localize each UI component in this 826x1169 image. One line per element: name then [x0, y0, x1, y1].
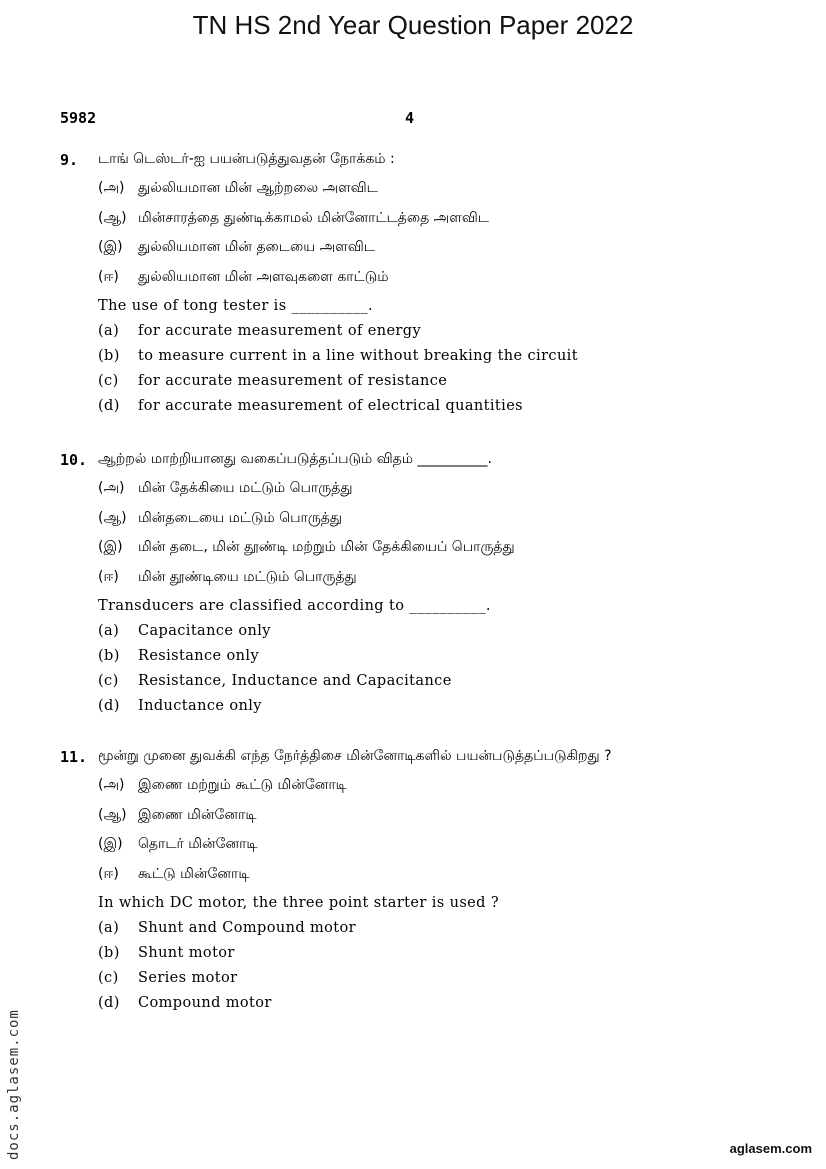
option-label: (இ)	[98, 239, 123, 255]
option-text: Shunt motor	[138, 945, 235, 961]
option-label: (c)	[98, 673, 119, 689]
option-text: Shunt and Compound motor	[138, 920, 356, 936]
english-question-stem: The use of tong tester is __________.	[98, 298, 374, 314]
option-label: (ஈ)	[98, 568, 119, 585]
option-text: இணை மற்றும் கூட்டு மின்னோடி	[138, 777, 347, 793]
option-label: (அ)	[98, 480, 125, 496]
option-text: Resistance, Inductance and Capacitance	[138, 673, 452, 689]
tamil-option	[60, 210, 800, 240]
option-text: மின் தடை, மின் தூண்டி மற்றும் மின் தேக்கியைப் பொருத்து	[138, 539, 515, 555]
option-text: இணை மின்னோடி	[138, 806, 257, 823]
question-11	[60, 748, 800, 1020]
question-10	[60, 451, 800, 723]
option-label: (ஆ)	[98, 509, 127, 526]
tamil-option	[60, 180, 800, 210]
tamil-option	[60, 866, 800, 896]
tamil-question-stem: மூன்று முனை துவக்கி எந்த நேர்த்திசை மின்னோடிகளில் பயன்படுத்தப்படுகிறது ?	[98, 748, 612, 764]
option-label: (b)	[98, 945, 120, 961]
english-option	[60, 945, 800, 970]
english-option	[60, 348, 800, 373]
option-label: (அ)	[98, 180, 125, 196]
option-label: (d)	[98, 995, 120, 1011]
english-option	[60, 995, 800, 1020]
question-number: 9.	[60, 151, 79, 169]
paper-code: 5982	[60, 109, 97, 127]
option-text: for accurate measurement of energy	[138, 323, 422, 339]
tamil-option	[60, 539, 800, 569]
option-text: for accurate measurement of resistance	[138, 373, 448, 389]
option-label: (ஆ)	[98, 806, 127, 823]
option-text: துல்லியமான மின் ஆற்றலை அளவிட	[138, 180, 378, 196]
page-number: 4	[405, 109, 415, 127]
option-text: to measure current in a line without breaking the circuit	[138, 348, 578, 364]
tamil-option	[60, 510, 800, 540]
option-label: (b)	[98, 648, 120, 664]
option-label: (b)	[98, 348, 120, 364]
question-number: 11.	[60, 748, 88, 766]
option-label: (a)	[98, 623, 120, 639]
option-label: (c)	[98, 373, 119, 389]
option-label: (a)	[98, 323, 120, 339]
option-text: கூட்டு மின்னோடி	[138, 865, 250, 882]
english-option	[60, 623, 800, 648]
tamil-option	[60, 269, 800, 299]
question-9	[60, 151, 800, 423]
option-label: (d)	[98, 698, 120, 714]
tamil-option	[60, 569, 800, 599]
tamil-question-stem: டாங் டெஸ்டர்-ஐ பயன்படுத்துவதன் நோக்கம் :	[98, 151, 395, 167]
option-text: Compound motor	[138, 995, 272, 1011]
english-option	[60, 648, 800, 673]
english-option	[60, 698, 800, 723]
tamil-option	[60, 807, 800, 837]
english-option	[60, 920, 800, 945]
option-label: (அ)	[98, 777, 125, 793]
question-number: 10.	[60, 451, 88, 469]
option-text: மின்சாரத்தை துண்டிக்காமல் மின்னோட்டத்தை அளவிட	[138, 209, 489, 226]
option-text: for accurate measurement of electrical quantities	[138, 398, 524, 414]
option-label: (ஈ)	[98, 268, 119, 285]
option-text: மின் தேக்கியை மட்டும் பொருத்து	[138, 480, 353, 496]
english-option	[60, 673, 800, 698]
tamil-option	[60, 239, 800, 269]
option-label: (d)	[98, 398, 120, 414]
english-option	[60, 398, 800, 423]
option-text: Inductance only	[138, 698, 262, 714]
option-text: Capacitance only	[138, 623, 271, 639]
option-label: (c)	[98, 970, 119, 986]
footer-site-link[interactable]: aglasem.com	[729, 1141, 812, 1156]
english-option	[60, 970, 800, 995]
option-text: மின்தடையை மட்டும் பொருத்து	[138, 509, 343, 526]
option-text: Series motor	[138, 970, 238, 986]
tamil-option	[60, 836, 800, 866]
english-question-stem: In which DC motor, the three point starter is used ?	[98, 895, 500, 911]
option-label: (ஈ)	[98, 865, 119, 882]
option-text: மின் தூண்டியை மட்டும் பொருத்து	[138, 568, 357, 585]
english-question-stem: Transducers are classified according to __________.	[98, 598, 491, 614]
page-banner-title: TN HS 2nd Year Question Paper 2022	[192, 10, 634, 40]
option-label: (a)	[98, 920, 120, 936]
side-watermark: docs.aglasem.com	[6, 1009, 22, 1160]
tamil-question-stem: ஆற்றல் மாற்றியானது வகைப்படுத்தப்படும் விதம் __________.	[98, 451, 492, 467]
english-option	[60, 373, 800, 398]
option-text: துல்லியமான மின் தடையை அளவிட	[138, 239, 375, 255]
tamil-option	[60, 480, 800, 510]
option-text: தொடர் மின்னோடி	[138, 836, 258, 852]
tamil-option	[60, 777, 800, 807]
option-text: துல்லியமான மின் அளவுகளை காட்டும்	[138, 268, 389, 285]
option-label: (இ)	[98, 539, 123, 555]
option-text: Resistance only	[138, 648, 260, 664]
option-label: (ஆ)	[98, 209, 127, 226]
english-option	[60, 323, 800, 348]
option-label: (இ)	[98, 836, 123, 852]
